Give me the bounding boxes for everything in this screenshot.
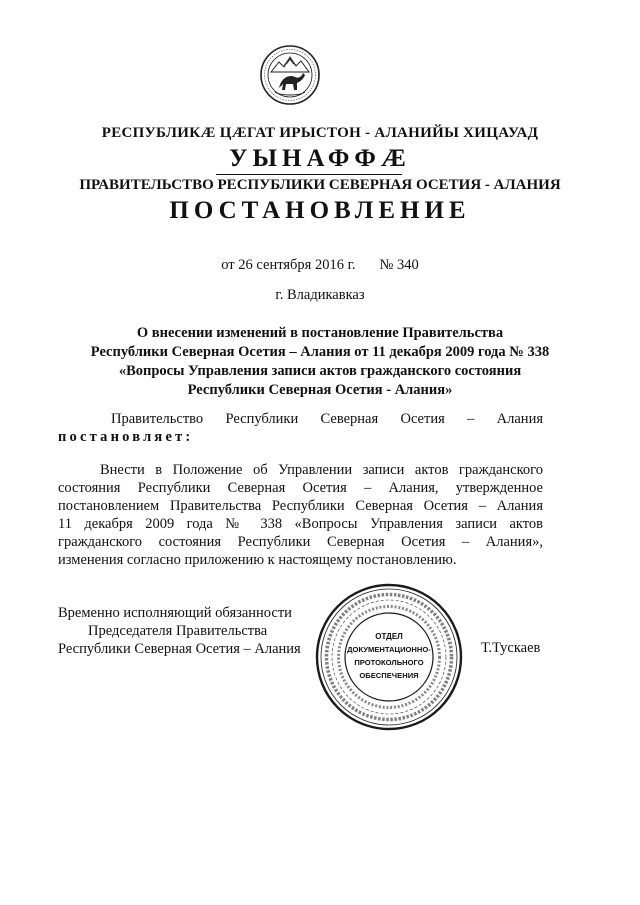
document-subject — [0, 324, 640, 400]
city: г. Владикавказ — [275, 287, 365, 303]
official-seal — [314, 582, 464, 732]
title-underline — [216, 174, 402, 175]
preamble-line: Правительство Республики Северная Осетия – Алания — [111, 411, 543, 427]
coat-of-arms-icon — [259, 44, 321, 106]
signatory-name: Т.Тускаев — [481, 640, 541, 656]
body-line: Внести в Положение об Управлении записи актов гражданского — [100, 462, 543, 478]
russian-government-name: ПРАВИТЕЛЬСТВО РЕСПУБЛИКИ СЕВЕРНАЯ ОСЕТИЯ - АЛАНИЯ — [79, 177, 561, 193]
signatory-position: Республики Северная Осетия – Алания — [58, 641, 301, 657]
body-line: постановлением Правительства Республики Северная Осетия – Алания — [58, 498, 543, 514]
seal-text: ДОКУМЕНТАЦИОННО- — [347, 645, 431, 654]
preamble-resolves: постановляет: — [58, 429, 194, 445]
document-title: ПОСТАНОВЛЕНИЕ — [169, 197, 471, 224]
subject-line: О внесении изменений в постановление Правительства — [136, 325, 504, 341]
seal-text: ПРОТОКОЛЬНОГО — [354, 658, 424, 667]
signatory-position: Временно исполняющий обязанности — [58, 605, 292, 621]
document-number: № 340 — [379, 257, 419, 273]
document-date: от 26 сентября 2016 г. — [221, 257, 356, 273]
ossetian-government-name: РЕСПУБЛИКÆ ЦÆГАТ ИРЫСТОН - АЛАНИЙЫ ХИЦАУАД — [101, 125, 539, 141]
body-line: 11 декабря 2009 года № 338 «Вопросы Управления записи актов — [58, 516, 543, 532]
date-number-line — [0, 257, 640, 274]
subject-line: Республики Северная Осетия – Алания от 11 декабря 2009 года № 338 — [90, 344, 550, 360]
seal-text: ОТДЕЛ — [375, 632, 403, 641]
body-line: гражданского состояния Республики Северная Осетия – Алания», — [58, 534, 543, 550]
signatory-position: Председателя Правительства — [88, 623, 268, 639]
body-line: изменения согласно приложению к настоящему постановлению. — [58, 552, 457, 568]
seal-text: ОБЕСПЕЧЕНИЯ — [359, 671, 419, 680]
subject-line: «Вопросы Управления записи актов гражданского состояния — [118, 363, 522, 379]
ossetian-document-title: УЫНАФФÆ — [229, 145, 411, 172]
body-line: состояния Республики Северная Осетия – Алания, утвержденное — [58, 480, 543, 496]
subject-line: Республики Северная Осетия - Алания» — [187, 382, 453, 398]
